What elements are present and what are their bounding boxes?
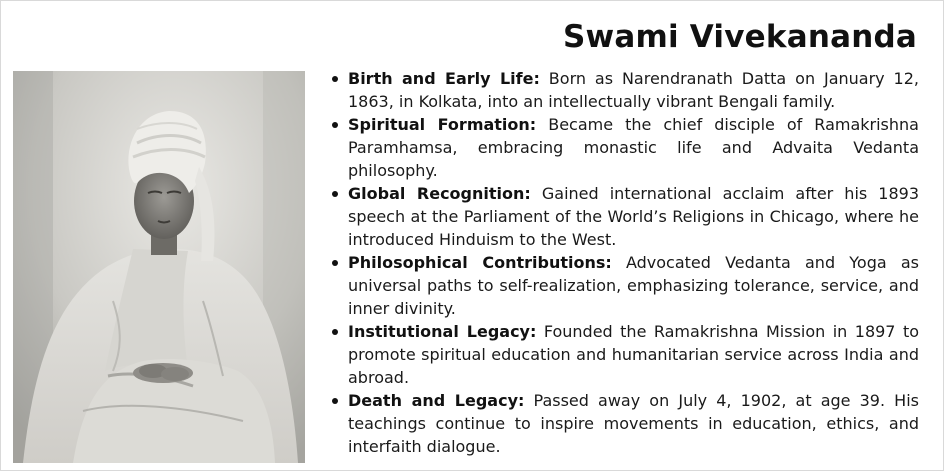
portrait-photo-icon [13,71,305,463]
list-item [323,182,919,251]
fact-text: Advocated Vedanta and Yoga as universal paths to self-realization, emphasizing tolerance, service, and inner divinity. [348,253,919,318]
fact-text: Born as Narendranath Datta on January 12, 1863, in Kolkata, into an intellectually vibrant Bengali family. [348,69,920,111]
bullet-icon [332,191,338,197]
fact-heading: Spiritual Formation: [348,115,537,134]
bullet-icon [332,329,338,335]
list-item [323,113,919,182]
fact-text: Gained international acclaim after his 1893 speech at the Parliament of the World’s Religions in Chicago, where he introduced Hinduism to the West. [348,184,920,249]
bullet-icon [332,398,338,404]
list-item [323,389,919,458]
fact-heading: Institutional Legacy: [348,322,537,341]
portrait-photo [13,71,305,463]
facts-list [323,67,919,458]
fact-text: Founded the Ramakrishna Mission in 1897 to promote spiritual education and humanitarian service across India and abroad. [348,322,920,387]
list-item [323,251,919,320]
fact-heading: Philosophical Contributions: [348,253,612,272]
page-title: Swami Vivekananda [562,19,917,55]
bullet-icon [332,122,338,128]
fact-heading: Global Recognition: [348,184,531,203]
list-item [323,67,919,113]
fact-text: Became the chief disciple of Ramakrishna Paramhamsa, embracing monastic life and Advaita Vedanta philosophy. [348,115,919,180]
list-item [323,320,919,389]
fact-heading: Death and Legacy: [348,391,525,410]
bullet-icon [332,76,338,82]
fact-heading: Birth and Early Life: [348,69,540,88]
bullet-icon [332,260,338,266]
fact-text: Passed away on July 4, 1902, at age 39. His teachings continue to inspire movements in education, ethics, and interfaith dialogue. [348,391,919,456]
